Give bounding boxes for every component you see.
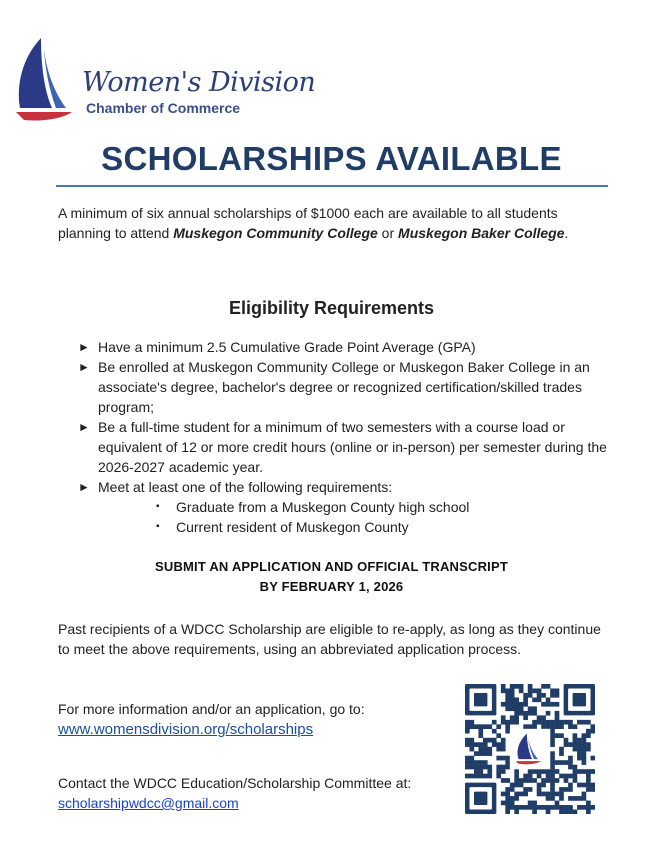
page-title: SCHOLARSHIPS AVAILABLE	[101, 140, 562, 177]
arrow-bullet-icon: ►	[78, 360, 90, 374]
arrow-bullet-icon: ►	[78, 340, 90, 354]
requirement-item	[78, 417, 618, 477]
more-info-label: For more information and/or an application, go to:	[58, 701, 365, 717]
title-divider	[56, 185, 608, 187]
intro-text-3: .	[564, 225, 569, 241]
arrow-bullet-icon: ►	[78, 420, 90, 434]
past-recipients-text: Past recipients of a WDCC Scholarship are eligible to re-apply, as long as they continue to meet the above requirements, using an abbreviated application process.	[58, 621, 601, 657]
contact-label: Contact the WDCC Education/Scholarship Committee at:	[58, 775, 412, 791]
sub-requirement-item	[156, 497, 618, 517]
requirement-item	[78, 337, 618, 357]
sub-requirements-list	[78, 497, 618, 537]
square-bullet-icon: ▪	[156, 501, 160, 512]
requirements-list	[78, 337, 618, 537]
more-info	[58, 699, 458, 740]
logo-title: Women's Division	[82, 67, 316, 98]
requirement-text: Have a minimum 2.5 Cumulative Grade Point Average (GPA)	[98, 339, 476, 355]
requirement-text: Meet at least one of the following requirements:	[98, 479, 393, 495]
intro-text-2: or	[377, 225, 399, 241]
intro-text-1: A minimum of six annual scholarships of $1000 each are available to all students planning to attend	[58, 205, 558, 241]
logo-subtitle: Chamber of Commerce	[86, 100, 241, 116]
sub-requirement-text: Current resident of Muskegon County	[176, 519, 409, 535]
requirement-item	[78, 357, 618, 417]
logo	[14, 36, 314, 126]
school-name-2: Muskegon Baker College	[398, 225, 565, 241]
intro-paragraph	[58, 203, 613, 243]
scholarship-website-link[interactable]: www.womensdivision.org/scholarships	[58, 721, 314, 738]
eligibility-heading: Eligibility Requirements	[228, 298, 435, 318]
contact-email-link[interactable]: scholarshipwdcc@gmail.com	[58, 795, 239, 811]
submit-notice	[0, 557, 663, 597]
requirement-text: Be enrolled at Muskegon Community College or Muskegon Baker College in an associate's degree, bachelor's degree or recognized certification/skilled trades program;	[98, 359, 590, 415]
qr-code-icon[interactable]	[465, 684, 595, 814]
requirement-item	[78, 477, 618, 497]
school-name-1: Muskegon Community College	[173, 225, 378, 241]
requirement-text: Be a full-time student for a minimum of two semesters with a course load or equivalent of 12 or more credit hours (online or in-person) per semester during the 2026-2027 academic year.	[98, 419, 607, 475]
square-bullet-icon: ▪	[156, 521, 160, 532]
contact-info	[58, 773, 458, 813]
arrow-bullet-icon: ►	[78, 480, 90, 494]
sub-requirement-item	[156, 517, 618, 537]
sub-requirement-text: Graduate from a Muskegon County high school	[176, 499, 470, 515]
submit-deadline: BY FEBRUARY 1, 2026	[259, 579, 404, 594]
submit-line-1: SUBMIT AN APPLICATION AND OFFICIAL TRANSCRIPT	[154, 559, 508, 574]
